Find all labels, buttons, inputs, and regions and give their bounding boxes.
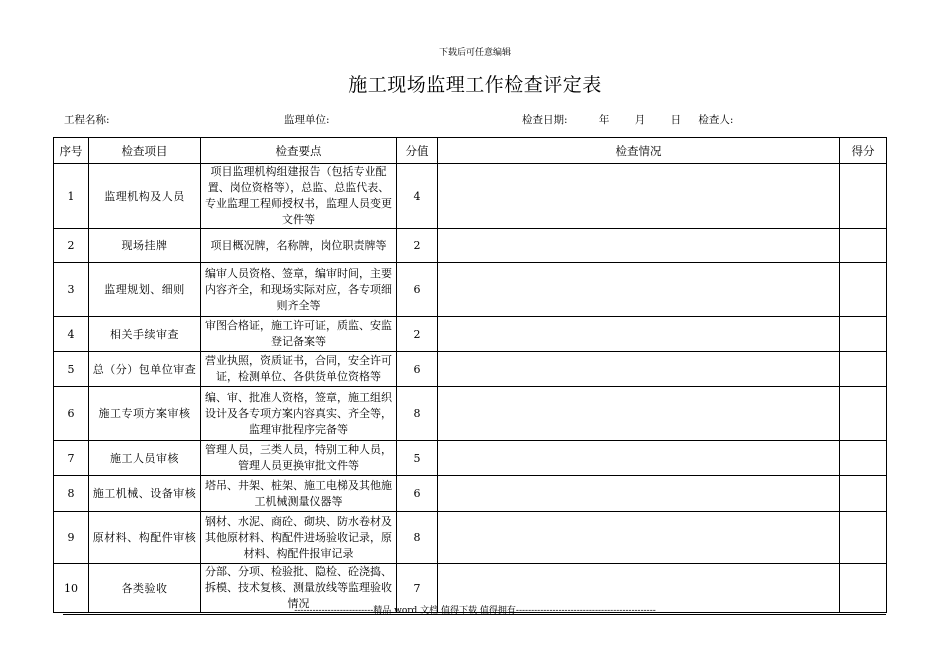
row-item: 施工机械、设备审核 (89, 476, 201, 512)
row-result-cell[interactable] (840, 164, 887, 229)
row-item: 施工人员审核 (89, 441, 201, 476)
footer-divider (63, 614, 886, 615)
row-result-cell[interactable] (840, 317, 887, 352)
row-key-points: 塔吊、井架、桩架、施工电梯及其他施工机械测量仪器等 (201, 476, 397, 512)
row-score: 6 (397, 263, 438, 317)
row-index: 10 (54, 564, 89, 613)
table-row (54, 352, 887, 387)
header-result: 得分 (840, 138, 887, 164)
table-row (54, 263, 887, 317)
row-score: 8 (397, 512, 438, 564)
row-result-cell[interactable] (840, 352, 887, 387)
row-index: 9 (54, 512, 89, 564)
inspector-label: 检查人: (698, 114, 734, 126)
row-score: 2 (397, 229, 438, 263)
row-situation-cell[interactable] (438, 164, 840, 229)
month-label: 月 (634, 114, 646, 126)
row-key-points: 管理人员，三类人员，特别工种人员，管理人员更换审批文件等 (201, 441, 397, 476)
row-result-cell[interactable] (840, 512, 887, 564)
row-situation-cell[interactable] (438, 352, 840, 387)
row-item: 原材料、构配件审核 (89, 512, 201, 564)
header-score: 分值 (397, 138, 438, 164)
row-score: 6 (397, 476, 438, 512)
footer-note: --------------------------精品 word 文档 值得下载 值得拥有---------------------------------------------- (294, 606, 656, 616)
row-item: 施工专项方案审核 (89, 387, 201, 441)
row-score: 6 (397, 352, 438, 387)
table-row (54, 476, 887, 512)
row-key-points: 编、审、批准人资格，签章，施工组织设计及各专项方案内容真实、齐全等，监理审批程序完备等 (201, 387, 397, 441)
evaluation-table (53, 137, 887, 613)
row-situation-cell[interactable] (438, 387, 840, 441)
table-header-row (54, 138, 887, 164)
table-row (54, 387, 887, 441)
row-item: 各类验收 (89, 564, 201, 613)
row-item: 监理机构及人员 (89, 164, 201, 229)
row-result-cell[interactable] (840, 387, 887, 441)
row-item: 监理规划、细则 (89, 263, 201, 317)
row-result-cell[interactable] (840, 229, 887, 263)
row-result-cell[interactable] (840, 441, 887, 476)
table-row (54, 229, 887, 263)
row-situation-cell[interactable] (438, 229, 840, 263)
inspection-date-row (522, 112, 733, 127)
row-key-points: 营业执照，资质证书，合同，安全许可证，检测单位、各供货单位资格等 (201, 352, 397, 387)
row-result-cell[interactable] (840, 476, 887, 512)
row-item: 现场挂牌 (89, 229, 201, 263)
row-score: 5 (397, 441, 438, 476)
row-index: 8 (54, 476, 89, 512)
row-key-points: 分部、分项、检验批、隐检、砼浇捣、拆模、技术复核、测量放线等监理验收情况 (201, 564, 397, 613)
row-situation-cell[interactable] (438, 317, 840, 352)
table-row (54, 512, 887, 564)
top-note: 下载后可任意编辑 (438, 48, 511, 58)
table-row (54, 441, 887, 476)
row-item: 相关手续审查 (89, 317, 201, 352)
row-item: 总（分）包单位审查 (89, 352, 201, 387)
row-index: 1 (54, 164, 89, 229)
row-situation-cell[interactable] (438, 441, 840, 476)
row-index: 6 (54, 387, 89, 441)
row-index: 2 (54, 229, 89, 263)
project-name-label: 工程名称: (64, 114, 110, 126)
header-situation: 检查情况 (438, 138, 840, 164)
row-key-points: 编审人员资格、签章，编审时间，主要内容齐全，和现场实际对应，各专项细则齐全等 (201, 263, 397, 317)
supervision-unit-label: 监理单位: (284, 114, 330, 126)
row-score: 8 (397, 387, 438, 441)
row-index: 7 (54, 441, 89, 476)
row-score: 2 (397, 317, 438, 352)
header-item: 检查项目 (89, 138, 201, 164)
day-label: 日 (670, 114, 682, 126)
page-title: 施工现场监理工作检查评定表 (348, 74, 602, 96)
row-key-points: 审图合格证，施工许可证，质监、安监登记备案等 (201, 317, 397, 352)
row-index: 4 (54, 317, 89, 352)
row-result-cell[interactable] (840, 263, 887, 317)
year-label: 年 (598, 114, 610, 126)
header-key-points: 检查要点 (201, 138, 397, 164)
row-key-points: 项目概况牌，名称牌，岗位职责牌等 (201, 229, 397, 263)
row-situation-cell[interactable] (438, 263, 840, 317)
row-key-points: 项目监理机构组建报告（包括专业配置、岗位资格等），总监、总监代表、专业监理工程师授权书，监理人员变更文件等 (201, 164, 397, 229)
table-row (54, 317, 887, 352)
row-score: 7 (397, 564, 438, 613)
row-index: 3 (54, 263, 89, 317)
row-key-points: 钢材、水泥、商砼、砌块、防水卷材及其他原材料、构配件进场验收记录，原材料、构配件报审记录 (201, 512, 397, 564)
row-situation-cell[interactable] (438, 512, 840, 564)
row-situation-cell[interactable] (438, 476, 840, 512)
row-index: 5 (54, 352, 89, 387)
row-score: 4 (397, 164, 438, 229)
header-index: 序号 (54, 138, 89, 164)
inspection-date-label: 检查日期: (522, 114, 568, 126)
table-row (54, 164, 887, 229)
